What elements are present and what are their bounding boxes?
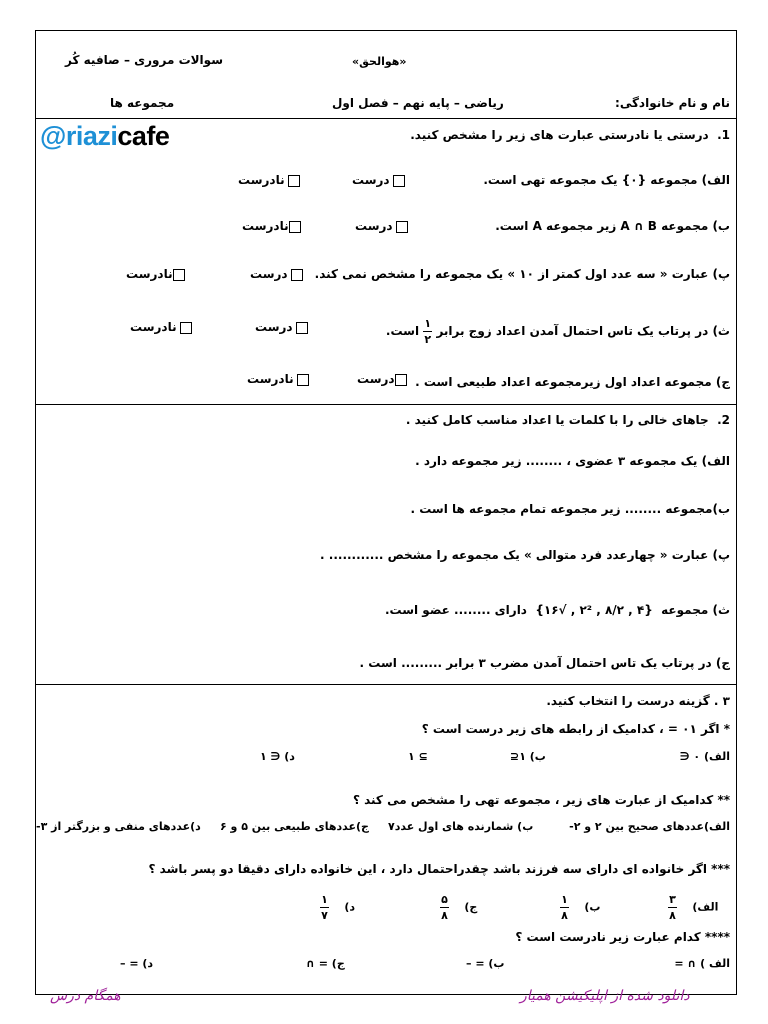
q3-s3-choice-d[interactable]: د) $\frac{۱}{۷}$ [321, 893, 356, 922]
q1-item-b: ب) مجموعه A ∩ B زیر مجموعه A است. [495, 219, 730, 233]
q3-s4-stem: **** کدام عبارت زیر نادرست است ؟ [515, 930, 730, 944]
q2-item-d: ث) مجموعه {۴ , ۸/۲ , ۲² , √۱۶} دارای ........ عضو است. [384, 603, 730, 617]
q2-item-b: ب)مجموعه ........ زیر مجموعه تمام مجموعه ها است . [410, 502, 730, 516]
q3-s4-choice-d[interactable]: د) = – [120, 957, 154, 970]
q3-s1-choice-d[interactable]: د) ∈ ۱ [260, 750, 295, 763]
q3-s3-stem: *** اگر خانواده ای دارای سه فرزند باشد چقدراحتمال دارد ، این خانواده دارای دقیقا دو پسر باشد ؟ [148, 862, 730, 876]
q1a-false-option[interactable]: نادرست [238, 173, 300, 187]
checkbox-icon [288, 175, 300, 187]
q1c-false-option[interactable]: نادرست [126, 267, 185, 281]
q3-s4-choice-a[interactable]: الف ) ∩ = [674, 957, 730, 970]
q3-s3-choice-b[interactable]: ب) $\frac{۱}{۸}$ [561, 893, 601, 922]
q1-item-a: الف) مجموعه {۰} یک مجموعه تهی است. [483, 173, 730, 187]
q1d-true-option[interactable]: درست [255, 320, 308, 334]
header-center: «هوالحق» [352, 55, 407, 68]
checkbox-icon [395, 374, 407, 386]
q3-s4-choice-c[interactable]: ج) = ∩ [306, 957, 345, 970]
q3-s1-choice-a[interactable]: الف) ۰ ∈ [679, 750, 730, 763]
q1e-true-option[interactable]: درست [357, 372, 407, 386]
q1b-true-option[interactable]: درست [355, 219, 408, 233]
checkbox-icon [396, 221, 408, 233]
q3-s4-choice-b[interactable]: ب) = – [466, 957, 505, 970]
footer-right-brand: دانلود شده از اپلیکیشن همیار [520, 988, 690, 1004]
q3-s2-choice-d[interactable]: د)عددهای منفی و بزرگتر از ۳- [36, 820, 201, 833]
q3-s1-choice-c[interactable]: ۱ ⊆ [408, 750, 428, 763]
fraction: $\frac{۳}{۸}$ [669, 893, 676, 922]
q3-s3-choice-a[interactable]: الف) $\frac{۳}{۸}$ [669, 893, 719, 922]
q3-s2-stem: ** کدامیک از عبارت های زیر ، مجموعه تهی را مشخص می کند ؟ [352, 793, 730, 807]
q1-prompt: 1. درستی یا نادرستی عبارت های زیر را مشخص کنید. [410, 128, 730, 142]
header-divider [35, 118, 737, 119]
q3-prompt: ۳ . گزینه درست را انتخاب کنید. [546, 694, 730, 708]
checkbox-icon [289, 221, 301, 233]
name-label: نام و نام خانوادگی: [615, 96, 730, 110]
checkbox-icon [297, 374, 309, 386]
fraction-one-half: $\frac{۱}{۲}$ [424, 317, 432, 346]
q3-s3-choice-c[interactable]: ج) $\frac{۵}{۸}$ [441, 893, 478, 922]
q1e-false-option[interactable]: نادرست [247, 372, 309, 386]
q2-item-c: پ) عبارت « چهارعدد فرد متوالی » یک مجموعه را مشخص ............ . [320, 548, 730, 562]
set-notation: {۴ , ۸/۲ , ۲² , √۱۶} [535, 603, 653, 617]
q3-s1-stem: * اگر ۰۱ = ، کدامیک از رابطه های زیر درست است ؟ [421, 722, 730, 736]
q2-divider [35, 684, 737, 685]
q1b-false-option[interactable]: نادرست [242, 219, 301, 233]
q1c-true-option[interactable]: درست [250, 267, 303, 281]
fraction: $\frac{۱}{۷}$ [321, 893, 328, 922]
checkbox-icon [393, 175, 405, 187]
checkbox-icon [291, 269, 303, 281]
q3-s1-choice-b[interactable]: ب) ۱⊆ [510, 750, 546, 763]
q1-item-e: ج) مجموعه اعداد اول زیرمجموعه اعداد طبیعی است . [415, 375, 730, 389]
q3-s2-choice-a[interactable]: الف)عددهای صحیح بین ۲ و ۲- [569, 820, 730, 833]
q1-item-c: پ) عبارت « سه عدد اول کمتر از ۱۰ » یک مجموعه را مشخص نمی کند. [314, 267, 730, 281]
q2-item-a: الف) یک مجموعه ۳ عضوی ، ........ زیر مجموعه دارد . [415, 454, 730, 468]
checkbox-icon [296, 322, 308, 334]
footer-left-brand: همگام درس [50, 988, 121, 1004]
topic-label: مجموعه ها [110, 96, 175, 110]
q1a-true-option[interactable]: درست [352, 173, 405, 187]
header-title: سوالات مروری – صافیه کُر [65, 53, 223, 67]
fraction: $\frac{۵}{۸}$ [441, 893, 448, 922]
q3-s2-choice-b[interactable]: ب) شمارنده های اول عدد۷ [388, 820, 534, 833]
q1-divider [35, 404, 737, 405]
brand-logo: @riazicafe [40, 121, 170, 151]
q2-item-e: ج) در پرتاب یک تاس احتمال آمدن مضرب ۳ برابر ......... است . [359, 656, 730, 670]
q3-s2-choice-c[interactable]: ج)عددهای طبیعی بین ۵ و ۶ [220, 820, 369, 833]
q1-item-d: ث) در پرتاب یک تاس احتمال آمدن اعداد زوج برابر $\frac{۱}{۲}$ است. [385, 317, 730, 346]
subject-label: ریاضی – پایه نهم – فصل اول [332, 96, 504, 110]
checkbox-icon [173, 269, 185, 281]
q1d-false-option[interactable]: نادرست [130, 320, 192, 334]
checkbox-icon [180, 322, 192, 334]
fraction: $\frac{۱}{۸}$ [561, 893, 568, 922]
q2-prompt: 2. جاهای خالی را با کلمات یا اعداد مناسب کامل کنید . [405, 413, 730, 427]
